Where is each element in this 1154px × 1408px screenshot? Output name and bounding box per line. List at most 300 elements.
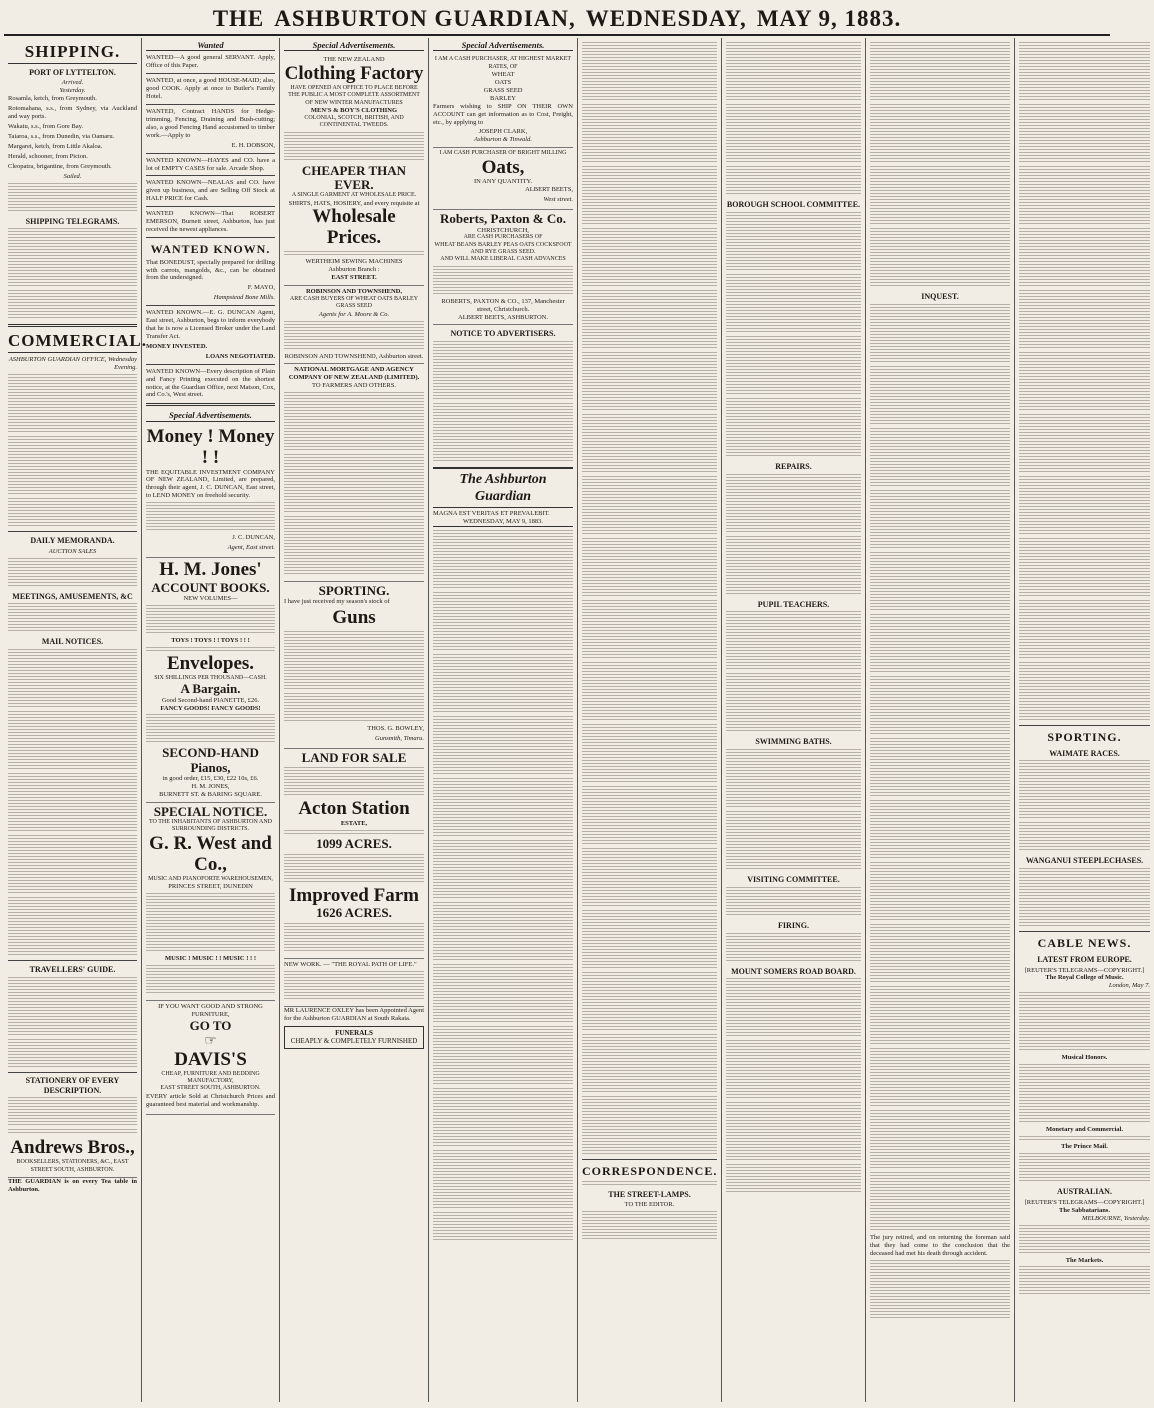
column-7 <box>866 38 1015 1402</box>
text-block <box>870 552 1010 612</box>
money-invested: MONEY INVESTED. <box>146 342 208 350</box>
text-block <box>726 398 861 458</box>
wanted-ad: WANTED KNOWN.—E. G. DUNCAN Agent, East street, Ashburton, begs to inform everybody that he is now a Licensed Broker under the Land Transfer Act. <box>146 309 275 340</box>
text-block <box>582 414 717 474</box>
duncan-sub: Agent, East street. <box>227 544 275 552</box>
pointing-hand-icon: ☞ <box>204 1033 217 1049</box>
second-hand-pianos: SECOND-HAND Pianos, <box>162 745 259 775</box>
every-article: EVERY article Sold at Christchurch Prices and guaranteed best material and workmanship. <box>146 1092 275 1108</box>
musical-honors-heading: Musical Honors. <box>1061 1054 1108 1062</box>
land-sale-heading: LAND FOR SALE <box>301 750 407 766</box>
text-block <box>8 897 137 957</box>
text-block <box>146 605 275 635</box>
shirts-line: SHIRTS, HATS, HOSIERY, and every requisite at <box>288 199 420 207</box>
text-block <box>1019 992 1150 1052</box>
wanted-name: E. H. DOBSON, <box>231 141 275 149</box>
sporting-heading: SPORTING. <box>318 583 390 599</box>
correspondence-heading: CORRESPONDENCE. <box>582 1164 718 1178</box>
text-block <box>582 1034 717 1094</box>
divider <box>1019 931 1150 932</box>
column-5 <box>578 38 722 1402</box>
text-block <box>726 274 861 334</box>
jones-ad <box>146 558 275 803</box>
envelopes-heading: Envelopes. <box>166 653 255 675</box>
guardian-date: WEDNESDAY, MAY 9, 1883. <box>433 518 573 527</box>
divider <box>8 531 137 532</box>
inhabitants-line: TO THE INHABITANTS OF ASHBURTON AND SURROUNDING DISTRICTS. <box>148 819 272 833</box>
text-block <box>726 811 861 871</box>
guardian-title: The Ashburton Guardian <box>433 467 573 508</box>
bargain-sub: Good Second-hand PIANETTE, £26. <box>161 696 260 704</box>
firing-heading: FIRING. <box>778 920 809 930</box>
ashburton-branch: Ashburton Branch : <box>328 266 380 274</box>
barley-label: BARLEY <box>490 94 516 102</box>
text-block <box>433 716 573 776</box>
text-block <box>284 971 424 1001</box>
divider <box>146 175 275 176</box>
text-block <box>726 611 861 671</box>
meetings-heading: MEETINGS, AMUSEMENTS, &C <box>12 591 133 601</box>
davis-address: EAST STREET SOUTH, ASHBURTON. <box>160 1085 261 1092</box>
sporting-heading: SPORTING. <box>1047 730 1122 744</box>
wanted-ad: WANTED, at once, a good HOUSE-MAID; also, good COOK. Apply at once to Butler's Family Hotel. <box>146 77 275 101</box>
press-assoc-line: [REUTER'S TELEGRAMS—COPYRIGHT.] <box>1024 1198 1145 1206</box>
text-block <box>870 1260 1010 1320</box>
text-block <box>1019 662 1150 722</box>
fancy-goods: FANCY GOODS! FANCY GOODS! <box>160 704 261 712</box>
text-block <box>726 42 861 102</box>
column-6 <box>722 38 866 1402</box>
repairs-heading: REPAIRS. <box>775 461 812 471</box>
wholesale-prices: Wholesale Prices. <box>312 206 396 249</box>
wanganui-heading: WANGANUI STEEPLECHASES. <box>1025 856 1144 866</box>
albert-sub: West street. <box>543 196 573 204</box>
text-block <box>284 454 424 514</box>
divider <box>146 153 275 154</box>
column-8 <box>1015 38 1154 1402</box>
text-block <box>726 749 861 809</box>
sailed-label: Sailed. <box>63 172 82 180</box>
grass-seed-label: GRASS SEED <box>483 86 523 94</box>
text-block <box>870 986 1010 1046</box>
national-heading: NATIONAL MORTGAGE AND AGENCY COMPANY OF NEW ZEALAND (LIMITED). <box>288 366 420 382</box>
arrived-label: Arrived. <box>61 79 84 87</box>
text-block <box>870 1172 1010 1232</box>
mayo-name: F. MAYO, <box>247 284 275 292</box>
text-block <box>8 773 137 833</box>
west-sub: MUSIC AND PIANOFORTE WAREHOUSEMEN, <box>148 875 273 882</box>
text-block <box>284 767 424 797</box>
envelopes-sub: SIX SHILLINGS PER THOUSAND—CASH. <box>154 675 267 681</box>
text-block <box>582 662 717 722</box>
text-block <box>8 835 137 895</box>
robinson-sub: ARE CASH BUYERS OF WHEAT OATS BARLEY GRASS SEED <box>289 295 419 310</box>
sporting-text: I have just received my season's stock of <box>284 598 390 606</box>
port-heading: PORT OF LYTTELTON. <box>29 67 116 77</box>
monetary-heading: Monetary and Commercial. <box>1046 1126 1123 1134</box>
wanted-ad: That BONEDUST, specially prepared for drilling with carrots, mangolds, &c., can be obtained from the undersigned. <box>146 258 275 282</box>
divider <box>1019 725 1150 726</box>
special-notice: SPECIAL NOTICE. <box>153 803 268 819</box>
loans-negotiated: LOANS NEGOTIATED. <box>205 352 275 360</box>
text-block <box>433 1150 573 1210</box>
wanted-ad: WANTED KNOWN—That ROBERT EMERSON, Burnett street, Ashburton, has just received the newest appliances. <box>146 210 275 234</box>
waimate-heading: WAIMATE RACES. <box>1049 748 1120 758</box>
national-mortgage-ad <box>284 364 424 582</box>
text-block <box>582 228 717 288</box>
ship-entry: Rotomahana, s.s., from Sydney, via Auckland and way ports. <box>8 105 137 121</box>
andrews-ad <box>8 1136 137 1178</box>
text-block <box>433 266 573 296</box>
text-block <box>870 862 1010 922</box>
text-block <box>726 1040 861 1100</box>
travellers-guide-heading: TRAVELLERS' GUIDE. <box>29 965 116 975</box>
text-block <box>582 166 717 226</box>
text-block <box>1019 538 1150 598</box>
text-block <box>284 392 424 452</box>
roberts-list: WHEAT BEANS BARLEY PEAS OATS COCKSFOOT AND RYE GRASS SEED. <box>434 241 572 256</box>
roberts-heading: Roberts, Paxton & Co. <box>439 211 566 227</box>
divider <box>8 324 137 327</box>
commercial-office: ASHBURTON GUARDIAN OFFICE, Wednesday Evening. <box>8 356 137 372</box>
text-block <box>433 592 573 652</box>
robinson-ad <box>284 286 424 364</box>
divider <box>146 104 275 105</box>
text-block <box>8 1097 137 1127</box>
cash-purchaser2: I AM CASH PURCHASER OF BRIGHT MILLING <box>439 150 567 157</box>
to-farmers: TO FARMERS AND OTHERS. <box>312 382 396 390</box>
andrews-sub: BOOKSELLERS, STATIONERS, &C., EAST STREET SOUTH, ASHBURTON. <box>16 1159 129 1173</box>
text-block <box>726 1164 861 1194</box>
text-block <box>8 649 137 709</box>
davis-ad <box>146 1001 275 1115</box>
the-nz: THE NEW ZEALAND <box>323 56 385 64</box>
market-rates: AND WILL MAKE LIBERAL CASH ADVANCES <box>440 256 566 263</box>
money-ad <box>146 425 275 558</box>
text-block <box>8 498 137 528</box>
divider <box>146 237 275 238</box>
text-block <box>433 1212 573 1242</box>
wanted-ad: WANTED, Contract HANDS for Hedge-trimming, Fencing, Draining and Bush-cutting; also, a good Fencing Hand accustomed to timber work.—Apply to <box>146 107 275 139</box>
beets-ad <box>433 148 573 210</box>
cable-news-heading: CABLE NEWS. <box>1037 936 1132 951</box>
robinson-sign: ROBINSON AND TOWNSHEND, Ashburton street. <box>284 352 424 360</box>
oats-label: OATS <box>494 78 512 86</box>
column-3 <box>280 38 429 1402</box>
clothing-factory-heading: Clothing Factory <box>284 63 424 85</box>
text-block <box>870 366 1010 426</box>
text-block <box>284 516 424 576</box>
text-block <box>726 887 861 917</box>
text-block <box>284 923 424 953</box>
text-block <box>1019 414 1150 474</box>
special-ads-heading: Special Advertisements. <box>146 410 275 421</box>
text-block <box>284 693 424 723</box>
new-volumes: NEW VOLUMES— <box>183 595 238 603</box>
telegrams-heading: SHIPPING TELEGRAMS. <box>25 216 120 226</box>
text-block <box>1019 822 1150 852</box>
text-block <box>1019 1266 1150 1296</box>
australian-heading: AUSTRALIAN. <box>1057 1187 1112 1197</box>
text-block <box>146 714 275 744</box>
markets-heading: The Markets. <box>1065 1256 1104 1264</box>
text-block <box>1019 1225 1150 1255</box>
wanted-ad: WANTED KNOWN—Every description of Plain and Fancy Printing executed on the shortest notice, at the Guardian Office, next Matson, Cox, and Co.'s, West street. <box>146 367 275 399</box>
text-block <box>8 711 137 771</box>
money-heading: Money ! Money ! ! <box>146 425 275 468</box>
text-block <box>870 42 1010 102</box>
pianos-price: in good order, £15, £30, £22 10s, £6. <box>162 775 259 783</box>
text-block <box>1019 476 1150 536</box>
funerals-heading: FUNERALS <box>335 1028 373 1037</box>
text-block <box>1019 1064 1150 1124</box>
sporting-guns-ad <box>284 582 424 749</box>
text-block <box>1019 290 1150 350</box>
text-block <box>870 738 1010 798</box>
jury-verdict: The jury retired, and on returning the foreman said that they had come to the conclusion that the deceased had met his death through accident. <box>870 1233 1010 1257</box>
pupil-teachers-heading: PUPIL TEACHERS. <box>757 599 830 609</box>
swimming-baths-heading: SWIMMING BATHS. <box>755 737 832 747</box>
divider <box>146 364 275 365</box>
text-block <box>284 854 424 884</box>
london-dateline: London, May 7. <box>1108 982 1150 990</box>
duncan-name: J. C. DUNCAN, <box>232 534 275 542</box>
text-block <box>582 724 717 784</box>
text-block <box>1019 228 1150 288</box>
bowley-sub: Gunsmith, Timaru. <box>375 735 424 743</box>
davis-sub: CHEAP, FURNITURE AND BEDDING MANUFACTORY, <box>161 1070 260 1085</box>
ship-entry: Wakatu, s.s., from Gore Bay. <box>8 123 84 131</box>
divider <box>146 305 275 306</box>
robinson-agents: Agents for A. Moore & Co. <box>318 310 390 318</box>
acres-label: 1099 ACRES. <box>316 836 392 852</box>
text-block <box>8 228 137 288</box>
text-block <box>582 538 717 598</box>
auction-sales-label: AUCTION SALES <box>48 547 97 555</box>
tweeds-line: COLONIAL, SCOTCH, BRITISH, AND CONTINENTAL TWEEDS. <box>304 115 404 129</box>
text-block <box>433 902 573 962</box>
yesterday-label: Yesterday. <box>59 87 86 95</box>
text-block <box>582 352 717 412</box>
divider <box>8 1072 137 1073</box>
clothing-line: MEN'S & BOY'S CLOTHING <box>310 107 398 115</box>
text-block <box>582 476 717 536</box>
mail-notices-heading: MAIL NOTICES. <box>41 637 104 647</box>
mount-somers-heading: MOUNT SOMERS ROAD BOARD. <box>731 966 856 976</box>
text-block <box>870 614 1010 674</box>
text-block <box>870 428 1010 488</box>
text-block <box>1019 1136 1150 1141</box>
robinson-heading: ROBINSON AND TOWNSHEND, <box>305 288 403 296</box>
daily-memoranda-heading: DAILY MEMORANDA. <box>30 535 115 545</box>
text-block <box>1019 1153 1150 1183</box>
guardian-notice: THE GUARDIAN is on every Tea table in Ashburton. <box>8 1177 137 1193</box>
west-heading: G. R. West and Co., <box>149 832 272 875</box>
roberts-sign: ROBERTS, PAXTON & CO., 137, Manchester street, Christchurch. <box>441 297 565 313</box>
text-block <box>1019 600 1150 660</box>
visiting-committee-heading: VISITING COMMITTEE. <box>747 875 840 884</box>
roberts-sub: ARE CASH PURCHASERS OF <box>463 234 543 241</box>
text-block <box>582 42 717 102</box>
albert-agent: ALBERT BEETS, ASHBURTON. <box>458 313 548 321</box>
text-block <box>284 321 424 351</box>
ship-entry: Taiaroa, s.s., from Dunedin, via Oamaru. <box>8 133 115 141</box>
masthead-the: THE <box>212 6 265 31</box>
wanted-ad: WANTED KNOWN—HAYES and CO. have a lot of EMPTY CASES for sale. Arcade Shop. <box>146 156 275 172</box>
guns-heading: Guns <box>332 607 376 629</box>
text-block <box>582 104 717 164</box>
text-block <box>582 972 717 1032</box>
text-block <box>726 104 861 164</box>
text-block <box>870 166 1010 226</box>
text-block <box>870 924 1010 984</box>
ship-entry: Herald, schooner, from Picton. <box>8 152 88 160</box>
laurence-notice: MR LAURENCE OXLEY has been Appointed Agent for the Ashburton GUARDIAN at South Rakaia. <box>284 1006 424 1022</box>
inquest-heading: INQUEST. <box>921 292 959 301</box>
bargain-heading: A Bargain. <box>180 681 241 697</box>
text-block <box>433 1026 573 1086</box>
text-block <box>8 290 137 320</box>
text-block <box>433 403 573 463</box>
text-block <box>146 965 275 995</box>
text-block <box>726 336 861 396</box>
text-block <box>726 1102 861 1162</box>
cheaper-than-ever: CHEAPER THAN EVER. <box>301 162 407 192</box>
divider <box>8 960 137 961</box>
melbourne-dateline: MELBOURNE, Yesterday. <box>1082 1214 1150 1222</box>
estate-label: ESTATE, <box>340 820 368 828</box>
text-block <box>8 1039 137 1069</box>
west-ad <box>146 803 275 1001</box>
text-block <box>1019 104 1150 164</box>
text-block <box>582 848 717 908</box>
bowley-name: THOS. G. BOWLEY, <box>367 725 424 733</box>
stationery-heading: STATIONERY OF EVERY DESCRIPTION. <box>25 1075 120 1095</box>
text-block <box>582 600 717 660</box>
special-ads-heading: Special Advertisements. <box>284 40 424 51</box>
jones-heading: H. M. Jones' <box>159 559 262 581</box>
to-editor: TO THE EDITOR. <box>624 1201 675 1209</box>
column-2 <box>142 38 280 1402</box>
ship-entry: Cleopatra, brigantine, from Greymouth. <box>8 162 112 170</box>
sabbatarians-heading: The Sabbatarians. <box>1059 1206 1110 1214</box>
west-address: PRINCES STREET, DUNEDIN <box>168 882 253 890</box>
text-block <box>870 228 1010 288</box>
text-block <box>1019 760 1150 820</box>
acres2-label: 1626 ACRES. <box>316 905 392 921</box>
text-block <box>284 631 424 691</box>
divider <box>146 206 275 207</box>
text-block <box>433 964 573 1024</box>
street-lamps-heading: THE STREET-LAMPS. <box>608 1189 691 1199</box>
text-block <box>1019 166 1150 226</box>
text-block <box>870 304 1010 364</box>
land-sale-ad <box>284 749 424 959</box>
text-block <box>433 341 573 401</box>
guardian-motto: MAGNA EST VERITAS ET PREVALEBIT. <box>433 510 550 518</box>
cash-purchaser: I AM A CASH PURCHASER, AT HIGHEST MARKET RATES, OF <box>434 56 572 70</box>
special-ads-heading: Special Advertisements. <box>433 40 573 51</box>
text-block <box>1019 868 1150 928</box>
wanted-ad: WANTED KNOWN—NEALAS and CO. have given up business, and are Selling Off Stock at HALF PRICE for Cash. <box>146 179 275 203</box>
text-block <box>284 132 424 162</box>
borough-school-heading: BOROUGH SCHOOL COMMITTEE. <box>726 200 861 209</box>
divider <box>146 403 275 406</box>
text-block <box>284 251 424 256</box>
text-block <box>870 1110 1010 1170</box>
ship-entry: Rosamla, ketch, from Greymouth. <box>8 95 97 103</box>
text-block <box>284 830 424 835</box>
albert-name: ALBERT BEETS, <box>525 186 573 194</box>
toys-line: TOYS ! TOYS ! ! TOYS ! ! ! <box>171 637 250 645</box>
text-block <box>870 490 1010 550</box>
notice-advertisers-heading: NOTICE TO ADVERTISERS. <box>450 329 556 339</box>
furniture-text: IF YOU WANT GOOD AND STRONG FURNITURE, <box>158 1002 263 1018</box>
text-block <box>8 436 137 496</box>
jones-sub: ACCOUNT BOOKS. <box>151 579 270 595</box>
royal-college-heading: The Royal College of Music. <box>1045 974 1124 982</box>
text-block <box>433 778 573 838</box>
east-street: EAST STREET. <box>331 274 377 282</box>
text-block <box>433 530 573 590</box>
ship-entry: Margaret, ketch, from Little Akaloa. <box>8 142 103 150</box>
commercial-heading: COMMERCIAL. <box>8 331 137 353</box>
reuters-line: [REUTER'S TELEGRAMS—COPYRIGHT.] <box>1024 966 1145 974</box>
music-line: MUSIC ! MUSIC ! ! MUSIC ! ! ! <box>165 954 256 962</box>
text-block <box>146 502 275 532</box>
funerals-sub: CHEAPLY & COMPLETELY FURNISHED <box>290 1037 418 1046</box>
text-block <box>726 536 861 596</box>
clothing-factory-ad <box>284 54 424 286</box>
column-1 <box>4 38 147 1402</box>
text-block <box>582 1096 717 1156</box>
improved-farm: Improved Farm <box>289 884 419 906</box>
text-block <box>582 910 717 970</box>
clark-sub: Ashburton & Tinwald. <box>474 136 532 144</box>
andrews-name: Andrews Bros., <box>10 1137 135 1159</box>
europe-heading: LATEST FROM EUROPE. <box>1037 954 1132 964</box>
divider <box>146 73 275 74</box>
new-work-text: NEW WORK. — "THE ROYAL PATH OF LIFE." <box>284 960 417 968</box>
shipping-heading: SHIPPING. <box>8 42 137 64</box>
text-block <box>726 933 861 963</box>
roberts-ad <box>433 210 573 325</box>
masthead <box>4 4 1110 36</box>
text-block <box>726 166 861 196</box>
text-block <box>146 893 275 953</box>
clark-ad <box>433 54 573 148</box>
clark-name: JOSEPH CLARK, <box>478 128 528 136</box>
davis-heading: DAVIS'S <box>174 1048 247 1070</box>
divider <box>582 1159 717 1160</box>
wheat-label: WHEAT <box>491 70 515 78</box>
text-block <box>870 104 1010 164</box>
text-block <box>870 676 1010 736</box>
column-4 <box>429 38 578 1402</box>
money-text: THE EQUITABLE INVESTMENT COMPANY OF NEW ZEALAND, Limited, are prepared, through their agent, J. C. DUNCAN, East street, to LEND MONEY on freehold security. <box>146 468 275 500</box>
text-block <box>582 1181 717 1186</box>
opened-text: HAVE OPENED AN OFFICE TO PLACE BEFORE THE PUBLIC A MOST COMPLETE ASSORTMENT OF NEW WINTER MANUFACTURES <box>288 85 420 106</box>
text-block <box>726 474 861 534</box>
masthead-day: WEDNESDAY, <box>585 6 747 31</box>
wanted-known-heading: WANTED KNOWN. <box>150 241 271 256</box>
oats-heading: Oats, <box>481 156 525 178</box>
text-block <box>582 786 717 846</box>
any-quantity: IN ANY QUANTITY. <box>474 178 532 186</box>
text-block <box>1019 42 1150 102</box>
farmers-wishing: Farmers wishing to SHIP ON THEIR OWN ACCOUNT can get information as to Cost, Freight, etc., by applying to <box>433 102 573 126</box>
text-block <box>8 183 137 213</box>
